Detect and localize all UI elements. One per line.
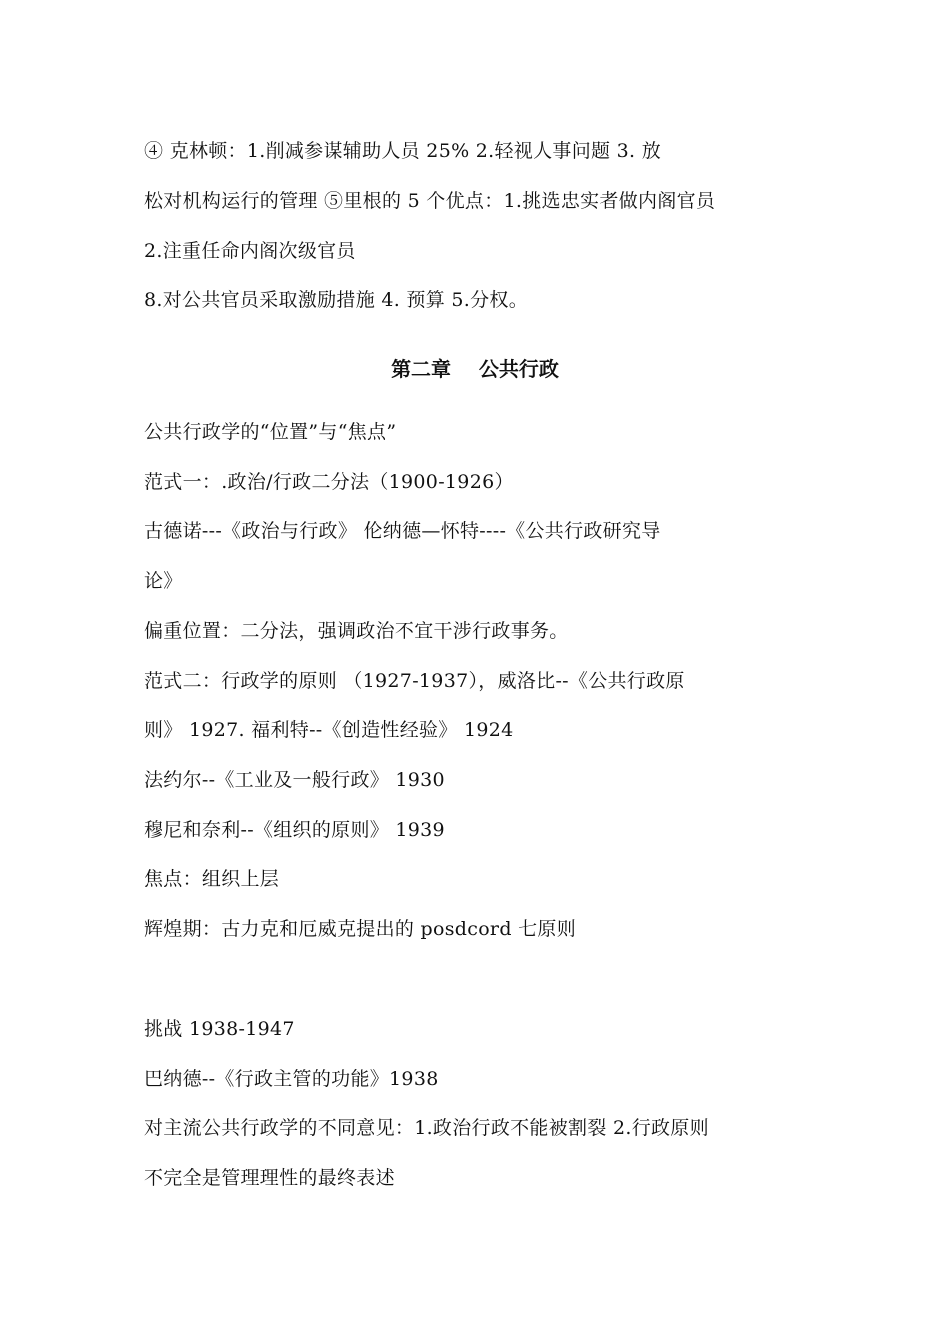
chapter-heading: 第二章 公共行政 (391, 357, 559, 381)
text-line: 范式二：行政学的原则 （1927-1937），威洛比--《公共行政原 (144, 670, 685, 692)
text-line: 偏重位置：二分法，强调政治不宜干涉行政事务。 (144, 620, 569, 642)
text-line: 2.注重任命内阁次级官员 (144, 240, 356, 262)
text-line: 穆尼和奈利--《组织的原则》 1939 (144, 819, 445, 841)
text-line: 焦点：组织上层 (144, 868, 280, 890)
text-line: 论》 (144, 570, 183, 592)
section-title: 公共行政学的“位置”与“焦点” (144, 421, 397, 443)
text-line: 巴纳德--《行政主管的功能》1938 (144, 1068, 439, 1090)
text-line: 法约尔--《工业及一般行政》 1930 (144, 769, 445, 791)
text-line: 范式一：.政治/行政二分法（1900-1926） (144, 471, 514, 493)
text-line: 古德诺---《政治与行政》 伦纳德—怀特----《公共行政研究导 (144, 520, 661, 542)
text-line: 对主流公共行政学的不同意见：1.政治行政不能被割裂 2.行政原则 (144, 1117, 709, 1139)
text-line: 则》 1927. 福利特--《创造性经验》 1924 (144, 719, 514, 741)
text-line: 8.对公共官员采取激励措施 4. 预算 5.分权。 (144, 289, 529, 311)
text-line: 松对机构运行的管理 ⑤里根的 5 个优点：1.挑选忠实者做内阁官员 (144, 190, 716, 212)
text-line: 辉煌期：古力克和厄威克提出的 posdcord 七原则 (144, 918, 577, 940)
text-line: 不完全是管理理性的最终表述 (144, 1167, 395, 1189)
text-line: ④ 克林顿：1.削减参谋辅助人员 25% 2.轻视人事问题 3. 放 (144, 140, 662, 162)
text-line: 挑战 1938-1947 (144, 1018, 295, 1040)
